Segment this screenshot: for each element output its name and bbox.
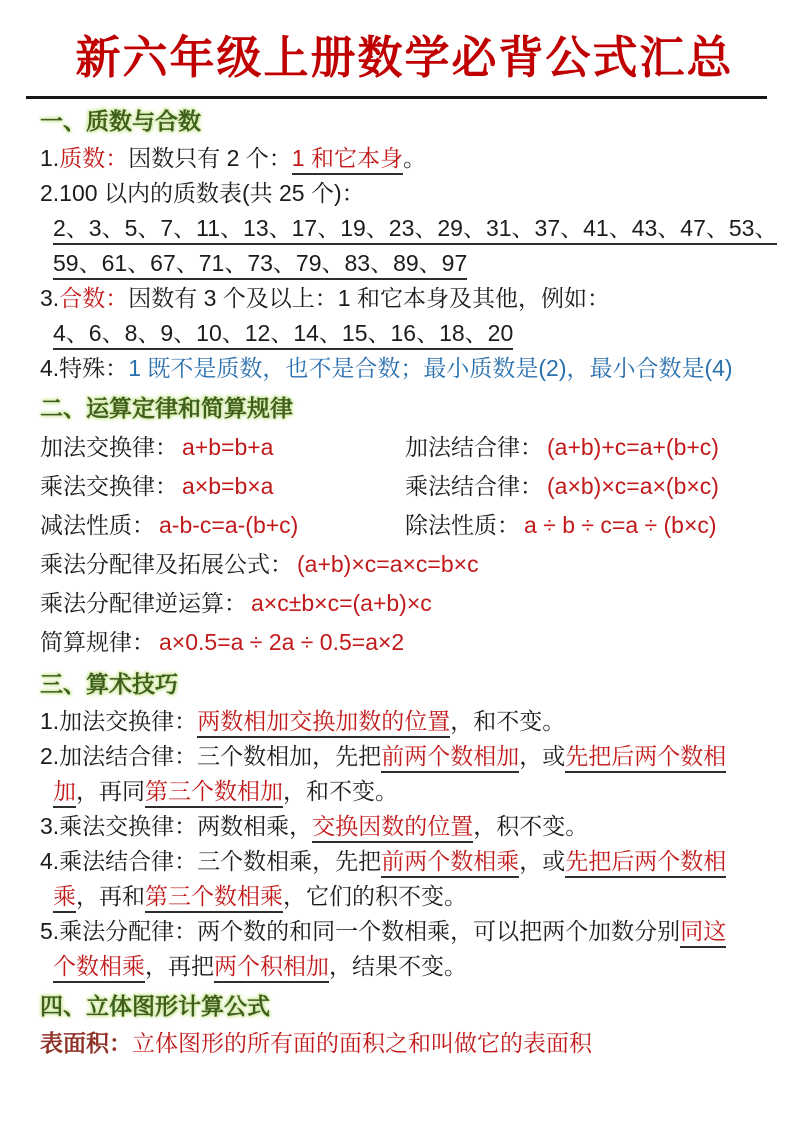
section-heading: 一、质数与合数 [40, 108, 201, 134]
text-segment: 。 [402, 145, 426, 171]
text-line [40, 949, 769, 984]
text-line [40, 809, 769, 844]
text-segment: ，和不变。 [283, 778, 398, 804]
formula-label: 乘法结合律： [405, 473, 543, 499]
text-segment: ，结果不变。 [329, 953, 467, 979]
text-segment: 2、3、5、7、11、13、17、19、23、29、31、37、41、43、47、53、 [53, 215, 777, 245]
formula [40, 545, 479, 584]
formula-expression: a×b=b×a [182, 473, 274, 499]
text-line [40, 281, 769, 316]
text-segment: ，或 [519, 848, 566, 874]
document-body [40, 107, 778, 1061]
formula [40, 506, 405, 545]
text-segment: 1.加法交换律： [40, 708, 198, 734]
text-line [40, 316, 769, 351]
text-line [40, 1026, 769, 1061]
formula-row [40, 584, 769, 623]
text-segment: 先把后两个数相 [565, 848, 726, 878]
text-line [40, 704, 769, 739]
formula-expression: (a×b)×c=a×(b×c) [547, 473, 719, 499]
formula [405, 428, 770, 467]
section-heading: 四、立体图形计算公式 [40, 993, 270, 1019]
text-line [40, 879, 769, 914]
text-segment: 1 既不是质数，也不是合数；最小质数是(2)，最小合数是(4) [128, 355, 733, 381]
formula [40, 584, 432, 623]
text-segment: 先把后两个数相 [565, 743, 726, 773]
text-line [40, 774, 769, 809]
text-segment: 立体图形的所有面的面积之和叫做它的表面积 [132, 1030, 592, 1056]
text-segment: 加 [53, 778, 76, 808]
formula-row [40, 467, 769, 506]
formula-row [40, 545, 769, 584]
formula-expression: a×c±b×c=(a+b)×c [251, 590, 432, 616]
title-divider [26, 96, 767, 99]
formula [405, 506, 770, 545]
text-line [40, 141, 769, 176]
text-segment: 5.乘法分配律：两个数的和同一个数相乘，可以把两个加数分别 [40, 918, 681, 944]
formula-row [40, 428, 769, 467]
text-segment: 个数相乘 [53, 953, 145, 983]
text-segment: 合数： [59, 285, 129, 311]
text-segment: 4.乘法结合律：三个数相乘，先把 [40, 848, 382, 874]
formula-expression: a+b=b+a [182, 434, 274, 460]
text-line [40, 211, 778, 246]
text-segment: 第三个数相乘 [145, 883, 283, 913]
text-segment: 两个积相加 [214, 953, 329, 983]
text-segment: ，和不变。 [450, 708, 566, 734]
formula-expression: a ÷ b ÷ c=a ÷ (b×c) [524, 512, 717, 538]
text-segment: ，再同 [76, 778, 145, 804]
text-segment: ，再把 [145, 953, 214, 979]
text-segment: 因数只有 2 个： [128, 145, 292, 171]
formula-label: 减法性质： [40, 512, 155, 538]
text-segment: ，或 [519, 743, 566, 769]
text-segment: 交换因数的位置 [312, 813, 473, 843]
text-segment: 1. [40, 145, 60, 171]
text-segment: 两数相加交换加数的位置 [197, 708, 450, 738]
formula [405, 467, 770, 506]
text-segment: 1 和它本身 [292, 145, 403, 175]
text-segment: 前两个数相乘 [381, 848, 519, 878]
text-line [40, 246, 769, 281]
text-segment: ，积不变。 [473, 813, 589, 839]
text-segment: 乘 [53, 883, 76, 913]
formula-label: 乘法交换律： [40, 473, 178, 499]
formula-label: 加法结合律： [405, 434, 543, 460]
text-segment: 因数有 3 个及以上：1 和它本身及其他，例如： [128, 285, 610, 311]
text-segment: 2.加法结合律：三个数相加，先把 [40, 743, 382, 769]
formula-label: 乘法分配律逆运算： [40, 590, 247, 616]
text-segment: 3.乘法交换律：两数相乘， [40, 813, 313, 839]
formula-label: 乘法分配律及拓展公式： [40, 551, 293, 577]
formula-label: 加法交换律： [40, 434, 178, 460]
formula-row [40, 506, 769, 545]
text-segment: 表面积： [40, 1030, 132, 1056]
formula-label: 简算规律： [40, 629, 155, 655]
text-segment: 2.100 以内的质数表(共 25 个)： [40, 180, 365, 206]
formula [40, 428, 405, 467]
text-line [40, 844, 769, 879]
text-segment: 4、6、8、9、10、12、14、15、16、18、20 [53, 320, 513, 350]
formula-expression: (a+b)×c=a×c=b×c [297, 551, 479, 577]
formula [40, 467, 405, 506]
text-segment: 质数： [59, 145, 129, 171]
text-segment: 第三个数相加 [145, 778, 283, 808]
text-segment: 59、61、67、71、73、79、83、89、97 [53, 250, 467, 280]
text-segment: ，再和 [76, 883, 145, 909]
text-segment: 前两个数相加 [381, 743, 519, 773]
text-line [40, 739, 769, 774]
formula-expression: (a+b)+c=a+(b+c) [547, 434, 719, 460]
formula-label: 除法性质： [405, 512, 520, 538]
section-heading: 三、算术技巧 [40, 671, 178, 697]
text-line [40, 176, 769, 211]
text-segment: 3. [40, 285, 60, 311]
page-title: 新六年级上册数学必背公式汇总 [75, 31, 734, 84]
text-segment: 同这 [680, 918, 726, 948]
text-segment: ，它们的积不变。 [283, 883, 467, 909]
text-line [40, 351, 769, 386]
text-line [40, 914, 769, 949]
formula-expression: a-b-c=a-(b+c) [159, 512, 299, 538]
section-heading: 二、运算定律和简算规律 [40, 395, 293, 421]
formula-expression: a×0.5=a ÷ 2a ÷ 0.5=a×2 [159, 629, 405, 655]
formula [40, 623, 404, 662]
formula-row [40, 623, 769, 662]
text-segment: 4.特殊： [40, 355, 129, 381]
